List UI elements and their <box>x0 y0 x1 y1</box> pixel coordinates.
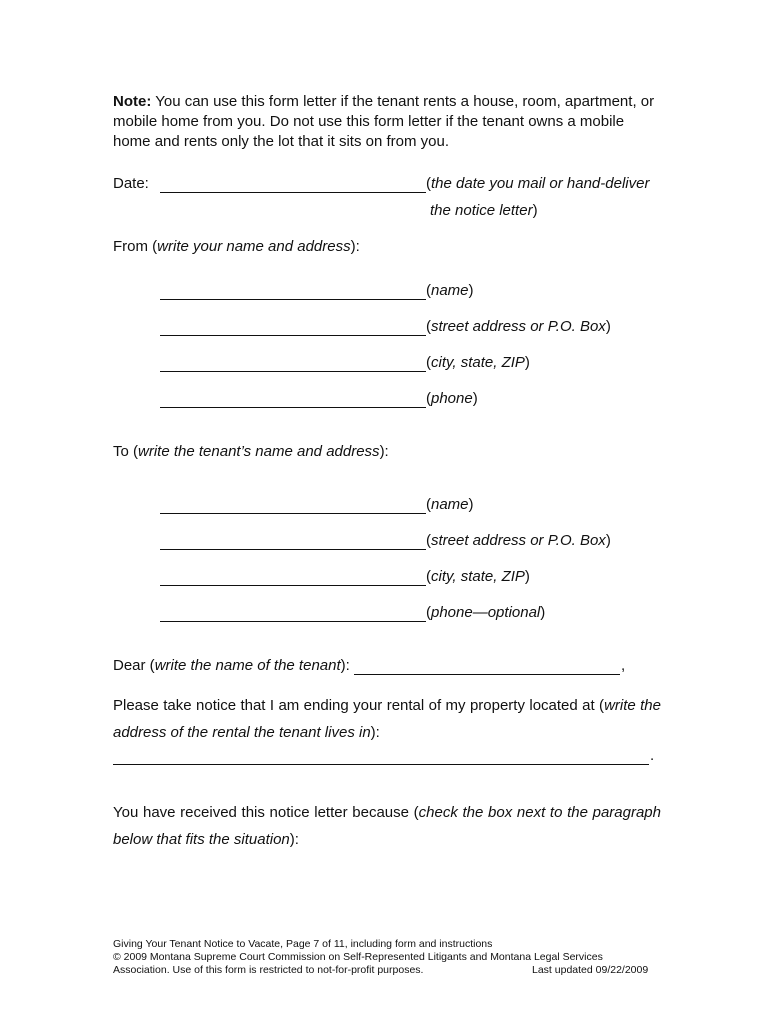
footer-line-1: Giving Your Tenant Notice to Vacate, Page 7 of 11, including form and instructions <box>113 938 493 950</box>
to-heading: To (write the tenant’s name and address): <box>113 443 389 460</box>
footer-line-3: Association. Use of this form is restricted to not-for-profit purposes. <box>113 964 424 976</box>
property-address-field[interactable] <box>113 764 649 765</box>
dear-label: Dear (write the name of the tenant): <box>113 657 350 674</box>
to-city-hint: (city, state, ZIP) <box>426 568 530 585</box>
property-period: . <box>650 747 655 764</box>
to-name-field[interactable] <box>160 513 426 514</box>
from-name-field[interactable] <box>160 299 426 300</box>
from-city-hint: (city, state, ZIP) <box>426 354 530 371</box>
footer-updated: Last updated 09/22/2009 <box>532 964 649 976</box>
to-city-field[interactable] <box>160 585 426 586</box>
from-name-hint: (name) <box>426 282 474 299</box>
to-street-hint: (street address or P.O. Box) <box>426 532 611 549</box>
note-paragraph <box>113 92 661 152</box>
from-street-field[interactable] <box>160 335 426 336</box>
note-text: You can use this form letter if the tenant rents a house, room, apartment, or mobile home from you. Do not use this form letter if the tenant owns a mobile home and rents only the lot that it sits on from you. <box>113 93 655 150</box>
to-street-field[interactable] <box>160 549 426 550</box>
note-label: Note: <box>113 93 152 110</box>
from-phone-hint: (phone) <box>426 390 478 407</box>
from-city-field[interactable] <box>160 371 426 372</box>
footer-line-2: © 2009 Montana Supreme Court Commission on Self-Represented Litigants and Montana Legal Services <box>113 951 603 963</box>
date-field[interactable] <box>160 192 426 193</box>
from-street-hint: (street address or P.O. Box) <box>426 318 611 335</box>
dear-field[interactable] <box>354 674 620 675</box>
from-phone-field[interactable] <box>160 407 426 408</box>
date-hint: (the date you mail or hand-deliver <box>426 175 650 192</box>
to-phone-field[interactable] <box>160 621 426 622</box>
property-paragraph: Please take notice that I am ending your rental of my property located at (write the address of the rental the tenant lives in): <box>113 697 661 741</box>
date-hint-cont: the notice letter) <box>430 202 538 219</box>
date-label: Date: <box>113 175 149 192</box>
from-heading: From (write your name and address): <box>113 238 360 255</box>
dear-comma: , <box>621 657 626 674</box>
reason-paragraph: You have received this notice letter because (check the box next to the paragraph below that fits the situation): <box>113 804 661 848</box>
to-name-hint: (name) <box>426 496 474 513</box>
to-phone-hint: (phone—optional) <box>426 604 546 621</box>
